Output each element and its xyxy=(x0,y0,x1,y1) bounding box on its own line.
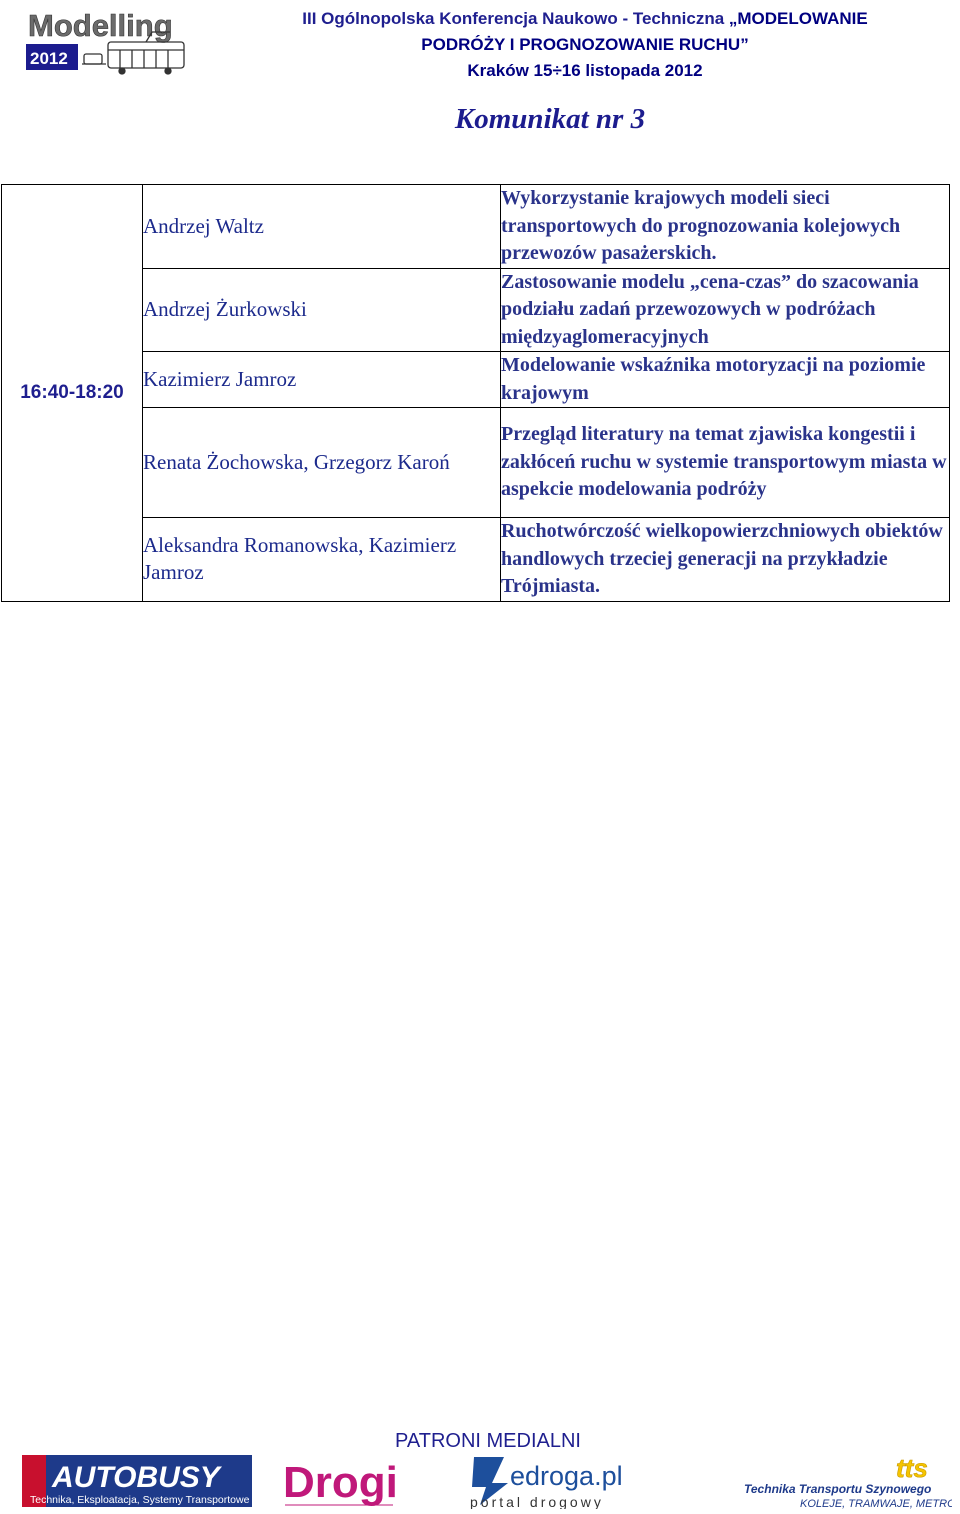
authors-cell: Aleksandra Romanowska, Kazimierz Jamroz xyxy=(143,518,501,602)
authors-cell: Andrzej Żurkowski xyxy=(143,268,501,352)
conference-line-2: PODRÓŻY I PROGNOZOWANIE RUCHU” xyxy=(421,35,749,54)
topic-cell: Wykorzystanie krajowych modeli sieci transportowych do prognozowania kolejowych przewozów pasażerskich. xyxy=(501,185,950,269)
conference-logo xyxy=(22,6,190,76)
table-row xyxy=(2,518,950,602)
sponsor-subtitle: Technika Transportu Szynowego xyxy=(744,1482,932,1496)
authors-cell: Kazimierz Jamroz xyxy=(143,352,501,408)
logo-text: Modelling xyxy=(28,8,173,43)
table-row xyxy=(2,185,950,269)
sponsor-name: Drogi xyxy=(283,1458,398,1507)
tts-logo xyxy=(730,1453,952,1509)
logo-year: 2012 xyxy=(30,49,68,68)
sponsor-subtitle: portal drogowy xyxy=(470,1494,604,1509)
topic-cell: Zastosowanie modelu „cena-czas” do szacowania podziału zadań przewozowych w podróżach międzyaglomeracyjnych xyxy=(501,268,950,352)
table-row xyxy=(2,268,950,352)
autobusy-logo xyxy=(22,1453,252,1509)
authors-cell: Andrzej Waltz xyxy=(143,185,501,269)
session-time: 16:40-18:20 xyxy=(2,185,143,602)
topic-cell: Modelowanie wskaźnika motoryzacji na poziomie krajowym xyxy=(501,352,950,408)
sponsor-subtitle: Technika, Eksploatacja, Systemy Transportowe xyxy=(30,1494,250,1506)
sponsor-name: edroga.pl xyxy=(510,1461,623,1491)
table-row xyxy=(2,352,950,408)
conference-header xyxy=(215,6,955,84)
drogi-logo xyxy=(283,1453,403,1509)
sponsor-tagline: KOLEJE, TRAMWAJE, METRO xyxy=(800,1498,952,1509)
authors-cell: Renata Żochowska, Grzegorz Karoń xyxy=(143,408,501,518)
sponsor-name: AUTOBUSY xyxy=(52,1461,220,1494)
topic-cell: Ruchotwórczość wielkopowierzchniowych obiektów handlowych trzeciej generacji na przykładzie Trójmiasta. xyxy=(501,518,950,602)
topic-cell: Przegląd literatury na temat zjawiska kongestii i zakłóceń ruchu w systemie transportowym miasta w aspekcie modelowania podróży xyxy=(501,408,950,518)
edroga-logo xyxy=(470,1453,625,1509)
page-title: Komunikat nr 3 xyxy=(454,103,646,135)
sponsor-name: tts xyxy=(896,1453,928,1483)
conference-line-1: III Ogólnopolska Konferencja Naukowo - Techniczna „MODELOWANIE xyxy=(302,9,868,28)
conference-line-3: Kraków 15÷16 listopada 2012 xyxy=(467,61,703,80)
table-row xyxy=(2,408,950,518)
media-patrons-label: PATRONI MEDIALNI xyxy=(395,1430,581,1452)
session-table xyxy=(1,184,950,602)
